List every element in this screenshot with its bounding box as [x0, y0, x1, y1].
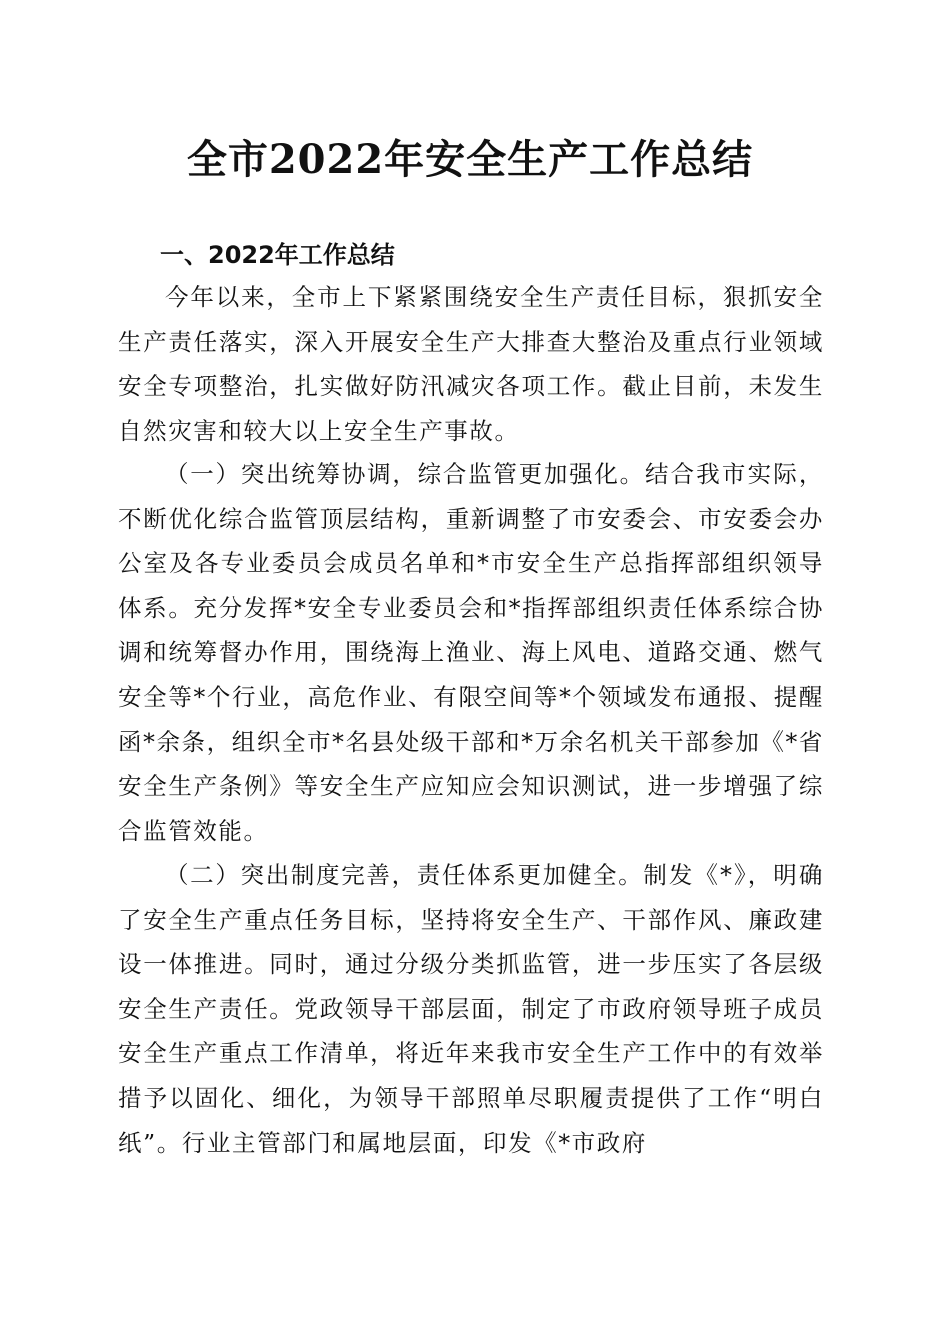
document-title: 全市2022年安全生产工作总结 [186, 136, 754, 183]
subsection-2-paragraph [118, 853, 824, 1165]
section-heading: 一、2022年工作总结 [160, 241, 395, 269]
subsection-1-paragraph [118, 452, 824, 853]
subsection-2-body: 制发《*》，明确了安全生产重点任务目标，坚持将安全生产、干部作风、廉政建设一体推进。同时，通过分级分类抓监管，进一步压实了各层级安全生产责任。党政领导干部层面，制定了市政府领导班子成员安全生产重点工作清单，将近年来我市安全生产工作中的有效举措予以固化、细化，为领导干部照单尽职履责提供了工作“明白纸”。行业主管部门和属地层面，印发《*市政府 [118, 861, 824, 1157]
subsection-2-lead: （二）突出制度完善，责任体系更加健全。 [165, 861, 644, 889]
intro-paragraph: 今年以来，全市上下紧紧围绕安全生产责任目标，狠抓安全生产责任落实，深入开展安全生产大排查大整治及重点行业领域安全专项整治，扎实做好防汛减灾各项工作。截止目前，未发生自然灾害和较大以上安全生产事故。 [118, 283, 824, 445]
subsection-1-lead: （一）突出统筹协调，综合监管更加强化。 [165, 460, 645, 488]
subsection-1-body: 结合我市实际，不断优化综合监管顶层结构，重新调整了市安委会、市安委会办公室及各专业委员会成员名单和*市安全生产总指挥部组织领导体系。充分发挥*安全专业委员会和*指挥部组织责任体系综合协调和统筹督办作用，围绕海上渔业、海上风电、道路交通、燃气安全等*个行业，高危作业、有限空间等*个领域发布通报、提醒函*余条，组织全市*名县处级干部和*万余名机关干部参加《*省安全生产条例》等安全生产应知应会知识测试，进一步增强了综合监管效能。 [118, 460, 824, 845]
